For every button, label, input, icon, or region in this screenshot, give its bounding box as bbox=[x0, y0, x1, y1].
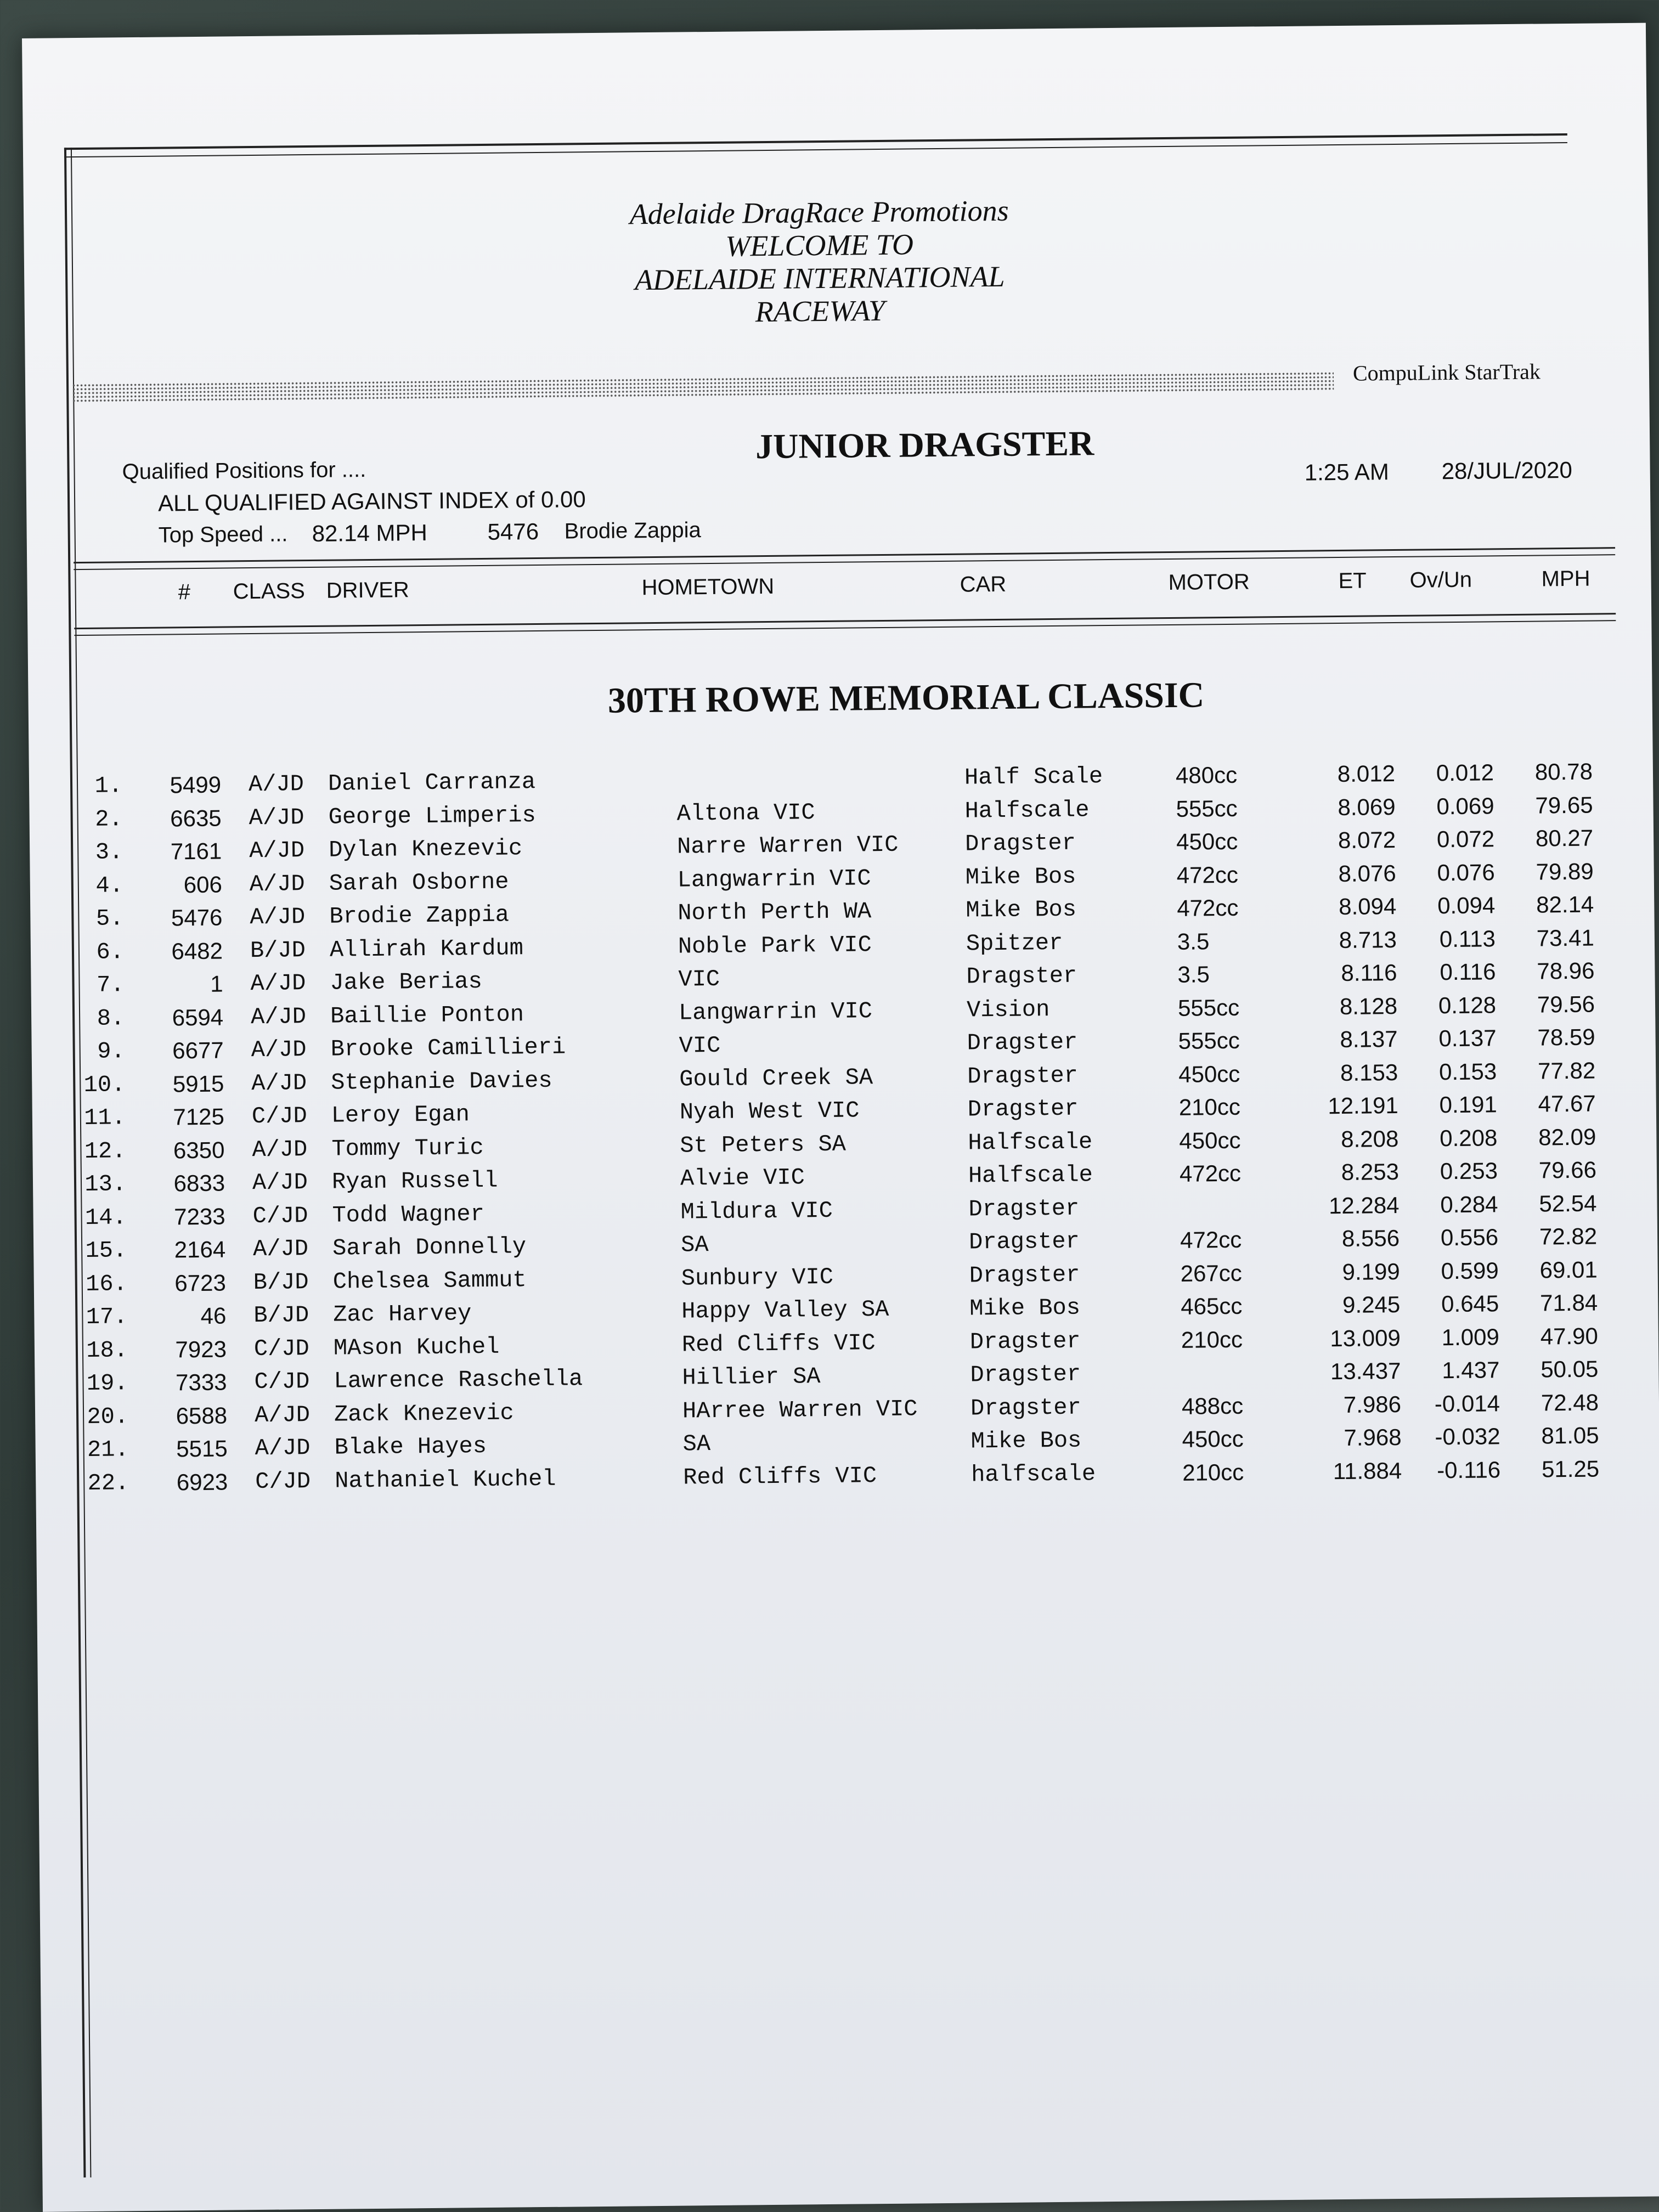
cell-car: Mike Bos bbox=[969, 1294, 1081, 1322]
cell-class: A/JD bbox=[250, 1003, 307, 1030]
cell-car: Spitzer bbox=[966, 929, 1063, 957]
cell-hometown: SA bbox=[680, 1232, 709, 1259]
cell-motor: 480cc bbox=[1175, 761, 1238, 788]
welcome-line: WELCOME TO bbox=[725, 228, 914, 263]
cell-et: 8.069 bbox=[1338, 793, 1396, 820]
cell-position: 2. bbox=[95, 805, 123, 833]
col-header-mph: MPH bbox=[1541, 566, 1590, 591]
cell-hometown: HArree Warren VIC bbox=[682, 1395, 918, 1425]
cell-class: A/JD bbox=[251, 1069, 307, 1097]
cell-class: A/JD bbox=[250, 970, 306, 997]
cell-motor: 555cc bbox=[1178, 1027, 1240, 1054]
cell-mph: 78.96 bbox=[1537, 957, 1595, 984]
cell-ov-un: 0.253 bbox=[1440, 1158, 1498, 1184]
cell-mph: 79.56 bbox=[1537, 991, 1595, 1018]
cell-et: 9.199 bbox=[1342, 1258, 1400, 1285]
cell-et: 8.556 bbox=[1341, 1224, 1400, 1252]
cell-mph: 81.05 bbox=[1541, 1422, 1599, 1449]
cell-et: 12.191 bbox=[1328, 1092, 1399, 1119]
cell-car: Dragster bbox=[968, 1195, 1080, 1223]
cell-hometown: Alvie VIC bbox=[680, 1164, 805, 1192]
cell-position: 4. bbox=[95, 872, 124, 899]
cell-car: Dragster bbox=[967, 1029, 1078, 1057]
top-speed-value: 82.14 MPH bbox=[312, 519, 428, 546]
dotted-separator bbox=[72, 371, 1334, 403]
cell-car-number: 6350 bbox=[173, 1137, 225, 1163]
col-header-number: # bbox=[178, 580, 191, 605]
cell-hometown: Altona VIC bbox=[676, 799, 815, 827]
cell-driver: Stephanie Davies bbox=[331, 1067, 552, 1096]
cell-mph: 80.78 bbox=[1534, 758, 1593, 785]
cell-driver: Sarah Osborne bbox=[329, 868, 509, 897]
cell-car: Mike Bos bbox=[966, 896, 1077, 924]
cell-hometown: VIC bbox=[679, 1032, 721, 1059]
cell-mph: 52.54 bbox=[1539, 1190, 1597, 1217]
cell-car: Dragster bbox=[967, 1095, 1079, 1123]
cell-car: Dragster bbox=[969, 1328, 1081, 1356]
cell-mph: 79.65 bbox=[1535, 792, 1593, 819]
cell-driver: Allirah Kardum bbox=[329, 934, 524, 963]
promoter-name: Adelaide DragRace Promotions bbox=[629, 194, 1009, 231]
cell-car-number: 7333 bbox=[175, 1369, 227, 1396]
cell-ov-un: -0.116 bbox=[1436, 1456, 1501, 1483]
cell-mph: 72.82 bbox=[1539, 1223, 1598, 1250]
cell-class: A/JD bbox=[249, 870, 305, 898]
cell-mph: 79.66 bbox=[1538, 1156, 1597, 1183]
cell-motor: 472cc bbox=[1179, 1160, 1242, 1187]
cell-position: 18. bbox=[86, 1336, 128, 1364]
cell-class: A/JD bbox=[252, 1169, 308, 1197]
cell-ov-un: 0.094 bbox=[1437, 892, 1496, 919]
cell-et: 8.208 bbox=[1341, 1125, 1399, 1152]
cell-et: 12.284 bbox=[1328, 1192, 1400, 1218]
cell-motor: 450cc bbox=[1176, 828, 1238, 855]
cell-car: Half Scale bbox=[964, 763, 1103, 791]
col-header-car: CAR bbox=[960, 572, 1007, 597]
cell-motor: 472cc bbox=[1180, 1226, 1242, 1253]
cell-driver: Zack Knezevic bbox=[334, 1400, 514, 1428]
cell-hometown: Langwarrin VIC bbox=[678, 997, 873, 1026]
cell-position: 14. bbox=[84, 1204, 127, 1231]
cell-car-number: 5476 bbox=[171, 904, 223, 931]
cell-motor: 472cc bbox=[1177, 894, 1239, 921]
cell-mph: 47.67 bbox=[1538, 1090, 1596, 1117]
cell-car: Dragster bbox=[967, 1062, 1079, 1090]
cell-position: 12. bbox=[84, 1137, 126, 1165]
cell-car-number: 606 bbox=[183, 871, 223, 898]
cell-mph: 71.84 bbox=[1539, 1289, 1598, 1316]
cell-car-number: 7923 bbox=[175, 1336, 227, 1362]
cell-ov-un: -0.032 bbox=[1435, 1423, 1500, 1450]
cell-car: Halfscale bbox=[968, 1161, 1093, 1189]
cell-driver: Blake Hayes bbox=[334, 1432, 487, 1461]
cell-motor: 3.5 bbox=[1177, 928, 1210, 955]
cell-car-number: 5499 bbox=[170, 771, 222, 798]
cell-mph: 50.05 bbox=[1541, 1356, 1599, 1383]
cell-ov-un: 0.012 bbox=[1436, 759, 1494, 786]
cell-class: B/JD bbox=[250, 936, 306, 964]
cell-motor: 450cc bbox=[1178, 1060, 1240, 1087]
cell-motor: 450cc bbox=[1182, 1425, 1244, 1452]
cell-class: A/JD bbox=[248, 771, 304, 798]
cell-et: 8.012 bbox=[1337, 760, 1396, 787]
cell-motor: 488cc bbox=[1181, 1392, 1244, 1419]
cell-class: A/JD bbox=[251, 1036, 307, 1064]
cell-position: 15. bbox=[85, 1237, 127, 1264]
cell-car-number: 7125 bbox=[173, 1103, 225, 1130]
col-header-et: ET bbox=[1338, 568, 1367, 594]
header-rule-bottom bbox=[74, 613, 1616, 636]
cell-position: 13. bbox=[84, 1171, 127, 1198]
cell-car-number: 6594 bbox=[172, 1004, 224, 1030]
cell-driver: Baillie Ponton bbox=[330, 1001, 524, 1030]
cell-ov-un: 0.556 bbox=[1440, 1224, 1499, 1251]
cell-position: 7. bbox=[96, 972, 125, 998]
cell-driver: George Limperis bbox=[328, 802, 536, 831]
cell-position: 11. bbox=[84, 1104, 126, 1132]
results-sheet bbox=[22, 23, 1659, 2212]
cell-ov-un: 1.437 bbox=[1442, 1357, 1500, 1384]
cell-car-number: 6833 bbox=[173, 1170, 225, 1197]
cell-et: 7.986 bbox=[1343, 1391, 1402, 1418]
cell-et: 8.137 bbox=[1340, 1026, 1398, 1053]
cell-hometown: Narre Warren VIC bbox=[676, 831, 899, 860]
cell-class: B/JD bbox=[253, 1268, 309, 1296]
event-title: 30TH ROWE MEMORIAL CLASSIC bbox=[607, 675, 1205, 721]
cell-hometown: Nyah West VIC bbox=[679, 1097, 860, 1126]
cell-position: 17. bbox=[86, 1304, 128, 1330]
cell-car-number: 2164 bbox=[174, 1236, 226, 1263]
cell-position: 22. bbox=[87, 1469, 129, 1497]
top-speed-driver: Brodie Zappia bbox=[564, 518, 701, 544]
cell-hometown: Mildura VIC bbox=[680, 1197, 833, 1226]
cell-class: A/JD bbox=[249, 837, 305, 865]
cell-driver: Tommy Turic bbox=[331, 1134, 484, 1163]
cell-mph: 47.90 bbox=[1540, 1323, 1599, 1350]
cell-position: 6. bbox=[96, 938, 125, 966]
cell-position: 21. bbox=[87, 1436, 129, 1463]
cell-motor: 555cc bbox=[1177, 994, 1240, 1021]
cell-car-number: 6635 bbox=[170, 805, 222, 831]
cell-mph: 77.82 bbox=[1537, 1057, 1596, 1084]
cell-driver: Brooke Camillieri bbox=[330, 1034, 566, 1063]
cell-car: Vision bbox=[966, 996, 1050, 1024]
qualified-positions-label: Qualified Positions for .... bbox=[122, 458, 366, 484]
cell-ov-un: -0.014 bbox=[1434, 1390, 1500, 1417]
cell-ov-un: 0.599 bbox=[1441, 1257, 1499, 1284]
cell-et: 8.713 bbox=[1339, 926, 1397, 953]
cell-motor: 3.5 bbox=[1177, 961, 1210, 988]
cell-position: 19. bbox=[86, 1370, 128, 1397]
cell-class: A/JD bbox=[252, 1235, 309, 1263]
report-time: 1:25 AM bbox=[1304, 459, 1390, 486]
cell-et: 13.437 bbox=[1330, 1357, 1401, 1385]
cell-class: A/JD bbox=[250, 904, 306, 931]
cell-car-number: 7161 bbox=[170, 838, 222, 865]
cell-ov-un: 0.153 bbox=[1438, 1058, 1497, 1085]
cell-et: 8.072 bbox=[1338, 827, 1396, 854]
index-line: ALL QUALIFIED AGAINST INDEX of 0.00 bbox=[157, 486, 586, 516]
cell-car-number: 6923 bbox=[176, 1469, 228, 1495]
cell-motor: 555cc bbox=[1176, 795, 1238, 822]
cell-car: Dragster bbox=[969, 1261, 1080, 1289]
cell-mph: 73.41 bbox=[1536, 924, 1595, 951]
cell-position: 16. bbox=[85, 1270, 128, 1297]
cell-car-number: 6482 bbox=[171, 938, 223, 964]
col-header-hometown: HOMETOWN bbox=[641, 574, 775, 600]
cell-driver: Zac Harvey bbox=[333, 1300, 472, 1328]
cell-car: halfscale bbox=[970, 1460, 1096, 1488]
cell-driver: Todd Wagner bbox=[332, 1200, 485, 1229]
cell-car: Dragster bbox=[966, 962, 1077, 990]
cell-position: 3. bbox=[95, 839, 123, 866]
cell-et: 13.009 bbox=[1330, 1324, 1401, 1351]
cell-mph: 80.27 bbox=[1535, 825, 1594, 851]
cell-hometown: Red Cliffs VIC bbox=[683, 1462, 877, 1491]
cell-hometown: SA bbox=[682, 1431, 711, 1458]
cell-et: 8.094 bbox=[1338, 893, 1397, 920]
cell-car-number: 7233 bbox=[173, 1203, 225, 1229]
cell-position: 20. bbox=[87, 1403, 129, 1430]
col-header-class: CLASS bbox=[233, 579, 306, 604]
cell-car: Halfscale bbox=[964, 796, 1090, 825]
cell-driver: Sarah Donnelly bbox=[332, 1233, 527, 1262]
cell-ov-un: 0.113 bbox=[1439, 925, 1496, 952]
cell-car-number: 6588 bbox=[176, 1402, 228, 1429]
cell-hometown: Red Cliffs VIC bbox=[681, 1329, 876, 1358]
cell-mph: 82.09 bbox=[1538, 1124, 1596, 1150]
cell-car: Halfscale bbox=[968, 1128, 1093, 1156]
cell-mph: 51.25 bbox=[1541, 1455, 1600, 1482]
timing-system-brand: CompuLink StarTrak bbox=[1352, 359, 1541, 386]
cell-ov-un: 0.069 bbox=[1436, 792, 1494, 819]
cell-mph: 82.14 bbox=[1536, 891, 1594, 918]
cell-mph: 78.59 bbox=[1537, 1024, 1595, 1051]
cell-ov-un: 0.208 bbox=[1440, 1124, 1498, 1151]
cell-et: 11.884 bbox=[1333, 1457, 1402, 1484]
cell-motor: 450cc bbox=[1179, 1127, 1241, 1154]
cell-driver: Brodie Zappia bbox=[329, 901, 510, 930]
cell-et: 8.116 bbox=[1341, 960, 1397, 986]
cell-ov-un: 1.009 bbox=[1441, 1323, 1500, 1350]
cell-driver: Lawrence Raschella bbox=[334, 1365, 583, 1395]
cell-hometown: Sunbury VIC bbox=[681, 1263, 834, 1292]
cell-car: Dragster bbox=[964, 830, 1076, 857]
cell-driver: Ryan Russell bbox=[331, 1167, 498, 1195]
col-header-motor: MOTOR bbox=[1168, 569, 1250, 595]
cell-car: Dragster bbox=[968, 1228, 1080, 1256]
cell-et: 9.245 bbox=[1342, 1291, 1401, 1318]
venue-line-2: RACEWAY bbox=[755, 294, 885, 329]
cell-hometown: Langwarrin VIC bbox=[677, 865, 871, 894]
cell-motor: 210cc bbox=[1181, 1326, 1243, 1353]
cell-hometown: Noble Park VIC bbox=[678, 931, 872, 960]
col-header-driver: DRIVER bbox=[326, 578, 410, 603]
cell-ov-un: 0.191 bbox=[1439, 1091, 1497, 1118]
cell-mph: 72.48 bbox=[1541, 1389, 1599, 1416]
cell-car-number: 6677 bbox=[172, 1037, 224, 1064]
cell-ov-un: 0.076 bbox=[1437, 859, 1495, 885]
cell-position: 5. bbox=[95, 905, 124, 932]
cell-driver: MAson Kuchel bbox=[333, 1333, 500, 1362]
cell-et: 8.076 bbox=[1338, 860, 1396, 887]
cell-hometown: North Perth WA bbox=[678, 898, 872, 927]
frame-top-rule bbox=[64, 133, 1567, 157]
cell-class: B/JD bbox=[253, 1302, 309, 1329]
cell-car-number: 1 bbox=[210, 970, 223, 997]
cell-mph: 69.01 bbox=[1539, 1256, 1598, 1283]
cell-driver: Daniel Carranza bbox=[328, 769, 536, 797]
cell-driver: Jake Berias bbox=[330, 968, 483, 996]
cell-ov-un: 0.128 bbox=[1438, 991, 1497, 1018]
cell-car: Dragster bbox=[970, 1361, 1081, 1389]
cell-ov-un: 0.137 bbox=[1438, 1025, 1497, 1052]
cell-driver: Dylan Knezevic bbox=[328, 835, 523, 864]
cell-position: 8. bbox=[97, 1005, 125, 1032]
cell-driver: Leroy Egan bbox=[331, 1101, 470, 1129]
cell-hometown: Hillier SA bbox=[682, 1363, 821, 1391]
cell-class: C/JD bbox=[254, 1368, 310, 1396]
cell-mph: 79.89 bbox=[1536, 858, 1594, 885]
cell-ov-un: 0.645 bbox=[1441, 1290, 1499, 1317]
header-rule-top bbox=[74, 547, 1615, 570]
cell-class: C/JD bbox=[251, 1103, 307, 1130]
cell-class: C/JD bbox=[255, 1468, 311, 1495]
cell-hometown: Happy Valley SA bbox=[681, 1296, 889, 1325]
cell-class: A/JD bbox=[252, 1136, 308, 1163]
cell-position: 9. bbox=[97, 1038, 125, 1065]
cell-class: C/JD bbox=[253, 1335, 310, 1362]
cell-position: 10. bbox=[83, 1071, 126, 1098]
cell-car: Mike Bos bbox=[965, 863, 1076, 891]
cell-class: A/JD bbox=[254, 1401, 311, 1429]
cell-car: Mike Bos bbox=[970, 1427, 1082, 1455]
cell-motor: 210cc bbox=[1182, 1459, 1244, 1486]
top-speed-label: Top Speed ... bbox=[158, 522, 288, 548]
cell-motor: 267cc bbox=[1180, 1260, 1243, 1286]
col-header-ovun: Ov/Un bbox=[1409, 567, 1472, 592]
report-date: 28/JUL/2020 bbox=[1441, 456, 1573, 484]
cell-class: C/JD bbox=[252, 1202, 308, 1229]
cell-car-number: 6723 bbox=[174, 1269, 227, 1296]
cell-hometown: St Peters SA bbox=[680, 1131, 847, 1159]
top-speed-car-number: 5476 bbox=[487, 518, 539, 545]
cell-car-number: 5515 bbox=[176, 1435, 228, 1462]
cell-class: A/JD bbox=[255, 1435, 311, 1462]
cell-et: 8.153 bbox=[1340, 1059, 1398, 1086]
cell-driver: Chelsea Sammut bbox=[332, 1266, 527, 1295]
cell-class: A/JD bbox=[249, 804, 304, 831]
cell-et: 8.253 bbox=[1341, 1159, 1400, 1186]
cell-car-number: 5915 bbox=[172, 1070, 224, 1097]
cell-ov-un: 0.116 bbox=[1440, 958, 1496, 985]
cell-et: 7.968 bbox=[1344, 1424, 1402, 1451]
cell-et: 8.128 bbox=[1339, 992, 1398, 1019]
cell-driver: Nathaniel Kuchel bbox=[335, 1465, 556, 1494]
cell-car: Dragster bbox=[970, 1394, 1081, 1422]
category-title: JUNIOR DRAGSTER bbox=[755, 424, 1094, 466]
cell-ov-un: 0.284 bbox=[1440, 1190, 1498, 1217]
cell-car-number: 46 bbox=[200, 1302, 227, 1329]
cell-motor: 465cc bbox=[1181, 1293, 1243, 1319]
cell-hometown: Gould Creek SA bbox=[679, 1064, 873, 1093]
cell-position: 1. bbox=[94, 772, 123, 799]
cell-motor: 472cc bbox=[1176, 861, 1239, 888]
cell-hometown: VIC bbox=[678, 966, 720, 993]
cell-motor: 210cc bbox=[1178, 1093, 1241, 1120]
cell-ov-un: 0.072 bbox=[1436, 826, 1495, 853]
venue-line-1: ADELAIDE INTERNATIONAL bbox=[634, 259, 1005, 297]
